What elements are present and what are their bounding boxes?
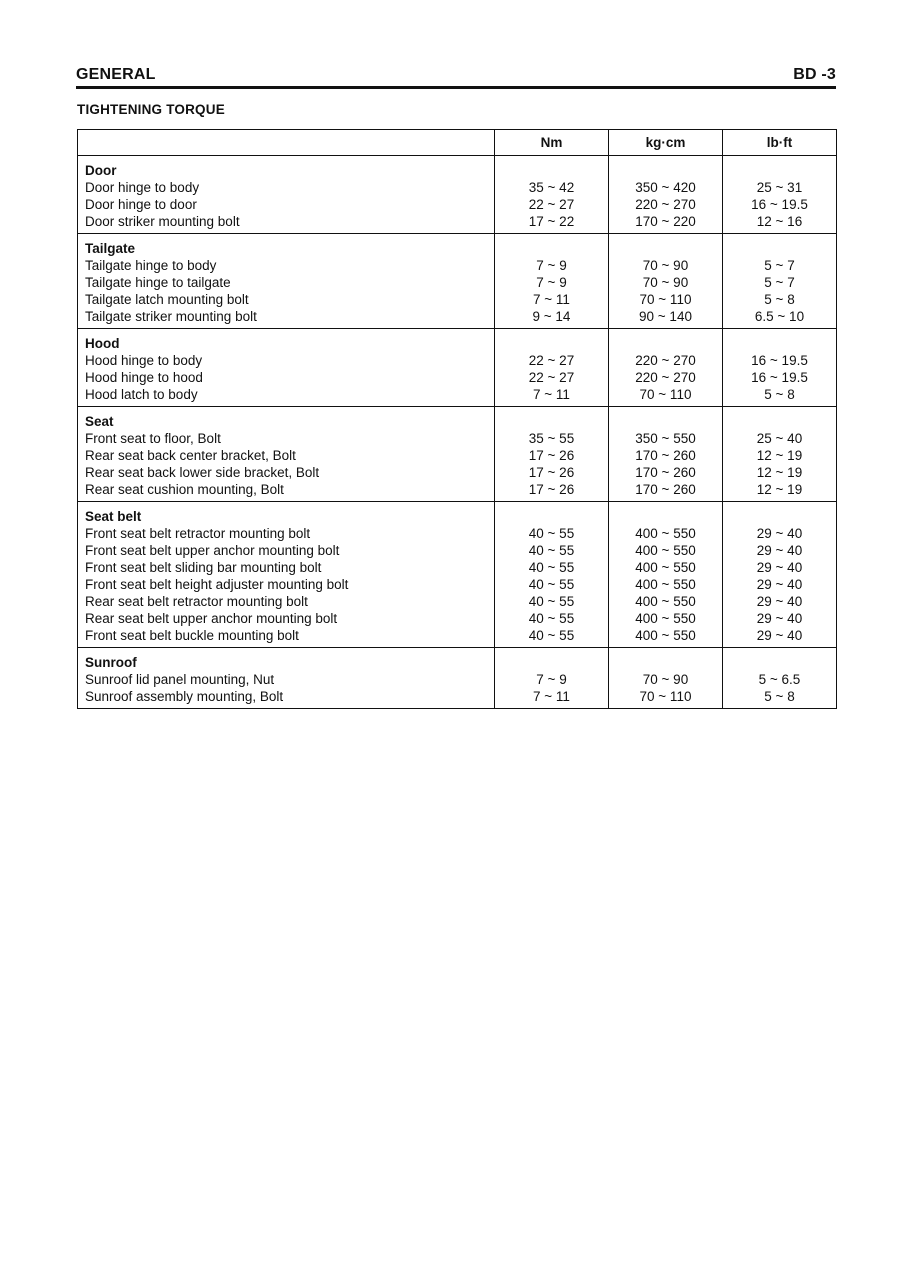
header-divider — [76, 86, 836, 89]
table-row — [78, 179, 837, 196]
nm-value-cell: 17 ~ 26 — [495, 464, 609, 481]
table-row — [78, 291, 837, 308]
item-name-cell: Rear seat belt retractor mounting bolt — [78, 593, 495, 610]
kgcm-value-cell: 170 ~ 220 — [609, 213, 723, 234]
kgcm-value-cell: 400 ~ 550 — [609, 610, 723, 627]
kgcm-value-cell: 70 ~ 90 — [609, 257, 723, 274]
table-row — [78, 352, 837, 369]
table-row — [78, 386, 837, 407]
group-header-empty-cell — [609, 502, 723, 526]
kgcm-value-cell: 400 ~ 550 — [609, 542, 723, 559]
item-name-cell: Sunroof lid panel mounting, Nut — [78, 671, 495, 688]
kgcm-value-cell: 350 ~ 420 — [609, 179, 723, 196]
nm-value-cell: 17 ~ 26 — [495, 447, 609, 464]
lbft-value-cell: 5 ~ 8 — [723, 386, 837, 407]
table-row — [78, 308, 837, 329]
item-name-cell: Rear seat belt upper anchor mounting bolt — [78, 610, 495, 627]
table-row — [78, 559, 837, 576]
lbft-value-cell: 16 ~ 19.5 — [723, 352, 837, 369]
lbft-value-cell: 29 ~ 40 — [723, 610, 837, 627]
kgcm-value-cell: 220 ~ 270 — [609, 352, 723, 369]
kgcm-value-cell: 400 ~ 550 — [609, 525, 723, 542]
item-name-cell: Tailgate striker mounting bolt — [78, 308, 495, 329]
lbft-value-cell: 25 ~ 31 — [723, 179, 837, 196]
nm-value-cell: 7 ~ 11 — [495, 688, 609, 709]
table-row — [78, 481, 837, 502]
nm-value-cell: 22 ~ 27 — [495, 196, 609, 213]
item-name-cell: Door striker mounting bolt — [78, 213, 495, 234]
torque-table-body — [78, 156, 837, 709]
group-header-empty-cell — [495, 234, 609, 258]
table-row — [78, 447, 837, 464]
group-header-empty-cell — [609, 156, 723, 180]
nm-value-cell: 7 ~ 9 — [495, 274, 609, 291]
nm-value-cell: 40 ~ 55 — [495, 525, 609, 542]
table-row — [78, 593, 837, 610]
kgcm-value-cell: 400 ~ 550 — [609, 593, 723, 610]
column-header-kgcm: kg·cm — [609, 130, 723, 156]
item-name-cell: Rear seat back center bracket, Bolt — [78, 447, 495, 464]
nm-value-cell: 40 ~ 55 — [495, 559, 609, 576]
kgcm-value-cell: 220 ~ 270 — [609, 196, 723, 213]
kgcm-value-cell: 70 ~ 110 — [609, 688, 723, 709]
nm-value-cell: 7 ~ 9 — [495, 671, 609, 688]
group-header-row — [78, 502, 837, 526]
group-header-empty-cell — [495, 502, 609, 526]
item-name-cell: Rear seat cushion mounting, Bolt — [78, 481, 495, 502]
kgcm-value-cell: 70 ~ 90 — [609, 671, 723, 688]
nm-value-cell: 17 ~ 22 — [495, 213, 609, 234]
nm-value-cell: 35 ~ 42 — [495, 179, 609, 196]
group-header-empty-cell — [495, 329, 609, 353]
nm-value-cell: 35 ~ 55 — [495, 430, 609, 447]
group-header-empty-cell — [609, 407, 723, 431]
lbft-value-cell: 29 ~ 40 — [723, 576, 837, 593]
table-row — [78, 576, 837, 593]
table-row — [78, 430, 837, 447]
group-title: Sunroof — [78, 648, 495, 672]
table-row — [78, 213, 837, 234]
item-name-cell: Front seat to floor, Bolt — [78, 430, 495, 447]
kgcm-value-cell: 400 ~ 550 — [609, 576, 723, 593]
group-header-row — [78, 329, 837, 353]
group-header-empty-cell — [723, 407, 837, 431]
nm-value-cell: 7 ~ 11 — [495, 386, 609, 407]
nm-value-cell: 22 ~ 27 — [495, 352, 609, 369]
item-name-cell: Front seat belt sliding bar mounting bolt — [78, 559, 495, 576]
lbft-value-cell: 5 ~ 7 — [723, 274, 837, 291]
lbft-value-cell: 29 ~ 40 — [723, 627, 837, 648]
lbft-value-cell: 12 ~ 19 — [723, 447, 837, 464]
nm-value-cell: 7 ~ 9 — [495, 257, 609, 274]
kgcm-value-cell: 400 ~ 550 — [609, 627, 723, 648]
nm-value-cell: 7 ~ 11 — [495, 291, 609, 308]
group-header-row — [78, 648, 837, 672]
table-row — [78, 525, 837, 542]
group-title: Hood — [78, 329, 495, 353]
group-header-empty-cell — [723, 502, 837, 526]
table-row — [78, 464, 837, 481]
kgcm-value-cell: 400 ~ 550 — [609, 559, 723, 576]
item-name-cell: Tailgate latch mounting bolt — [78, 291, 495, 308]
lbft-value-cell: 29 ~ 40 — [723, 593, 837, 610]
table-row — [78, 369, 837, 386]
lbft-value-cell: 5 ~ 8 — [723, 688, 837, 709]
table-row — [78, 274, 837, 291]
lbft-value-cell: 12 ~ 19 — [723, 464, 837, 481]
group-header-empty-cell — [495, 407, 609, 431]
item-name-cell: Front seat belt retractor mounting bolt — [78, 525, 495, 542]
group-header-empty-cell — [723, 234, 837, 258]
kgcm-value-cell: 220 ~ 270 — [609, 369, 723, 386]
kgcm-value-cell: 170 ~ 260 — [609, 447, 723, 464]
item-name-cell: Door hinge to door — [78, 196, 495, 213]
item-name-cell: Tailgate hinge to body — [78, 257, 495, 274]
nm-value-cell: 40 ~ 55 — [495, 542, 609, 559]
group-header-empty-cell — [609, 648, 723, 672]
lbft-value-cell: 29 ~ 40 — [723, 559, 837, 576]
item-name-cell: Front seat belt height adjuster mounting bolt — [78, 576, 495, 593]
table-row — [78, 257, 837, 274]
lbft-value-cell: 16 ~ 19.5 — [723, 369, 837, 386]
lbft-value-cell: 5 ~ 7 — [723, 257, 837, 274]
table-row — [78, 627, 837, 648]
lbft-value-cell: 12 ~ 16 — [723, 213, 837, 234]
lbft-value-cell: 5 ~ 6.5 — [723, 671, 837, 688]
group-header-empty-cell — [723, 648, 837, 672]
section-title: TIGHTENING TORQUE — [77, 102, 225, 117]
column-header-item — [78, 130, 495, 156]
nm-value-cell: 40 ~ 55 — [495, 610, 609, 627]
kgcm-value-cell: 90 ~ 140 — [609, 308, 723, 329]
kgcm-value-cell: 350 ~ 550 — [609, 430, 723, 447]
kgcm-value-cell: 170 ~ 260 — [609, 481, 723, 502]
group-title: Tailgate — [78, 234, 495, 258]
lbft-value-cell: 12 ~ 19 — [723, 481, 837, 502]
group-title: Door — [78, 156, 495, 180]
group-header-row — [78, 156, 837, 180]
item-name-cell: Tailgate hinge to tailgate — [78, 274, 495, 291]
item-name-cell: Front seat belt buckle mounting bolt — [78, 627, 495, 648]
item-name-cell: Hood latch to body — [78, 386, 495, 407]
kgcm-value-cell: 70 ~ 90 — [609, 274, 723, 291]
table-row — [78, 542, 837, 559]
torque-table — [77, 129, 837, 709]
group-header-empty-cell — [609, 234, 723, 258]
nm-value-cell: 22 ~ 27 — [495, 369, 609, 386]
kgcm-value-cell: 70 ~ 110 — [609, 386, 723, 407]
group-header-empty-cell — [723, 156, 837, 180]
item-name-cell: Hood hinge to body — [78, 352, 495, 369]
nm-value-cell: 40 ~ 55 — [495, 576, 609, 593]
lbft-value-cell: 16 ~ 19.5 — [723, 196, 837, 213]
item-name-cell: Door hinge to body — [78, 179, 495, 196]
header-page-number: BD -3 — [793, 66, 836, 83]
kgcm-value-cell: 70 ~ 110 — [609, 291, 723, 308]
item-name-cell: Sunroof assembly mounting, Bolt — [78, 688, 495, 709]
table-row — [78, 671, 837, 688]
group-header-empty-cell — [495, 648, 609, 672]
group-header-empty-cell — [723, 329, 837, 353]
group-title: Seat — [78, 407, 495, 431]
kgcm-value-cell: 170 ~ 260 — [609, 464, 723, 481]
header-section-name: GENERAL — [76, 66, 156, 83]
group-header-row — [78, 407, 837, 431]
lbft-value-cell: 6.5 ~ 10 — [723, 308, 837, 329]
item-name-cell: Rear seat back lower side bracket, Bolt — [78, 464, 495, 481]
nm-value-cell: 17 ~ 26 — [495, 481, 609, 502]
nm-value-cell: 40 ~ 55 — [495, 627, 609, 648]
item-name-cell: Hood hinge to hood — [78, 369, 495, 386]
group-header-row — [78, 234, 837, 258]
torque-table-header — [78, 130, 837, 156]
column-header-nm: Nm — [495, 130, 609, 156]
nm-value-cell: 9 ~ 14 — [495, 308, 609, 329]
nm-value-cell: 40 ~ 55 — [495, 593, 609, 610]
lbft-value-cell: 29 ~ 40 — [723, 525, 837, 542]
table-row — [78, 610, 837, 627]
table-row — [78, 196, 837, 213]
group-header-empty-cell — [495, 156, 609, 180]
lbft-value-cell: 5 ~ 8 — [723, 291, 837, 308]
lbft-value-cell: 25 ~ 40 — [723, 430, 837, 447]
lbft-value-cell: 29 ~ 40 — [723, 542, 837, 559]
group-header-empty-cell — [609, 329, 723, 353]
table-row — [78, 688, 837, 709]
column-header-lbft: lb·ft — [723, 130, 837, 156]
group-title: Seat belt — [78, 502, 495, 526]
item-name-cell: Front seat belt upper anchor mounting bolt — [78, 542, 495, 559]
